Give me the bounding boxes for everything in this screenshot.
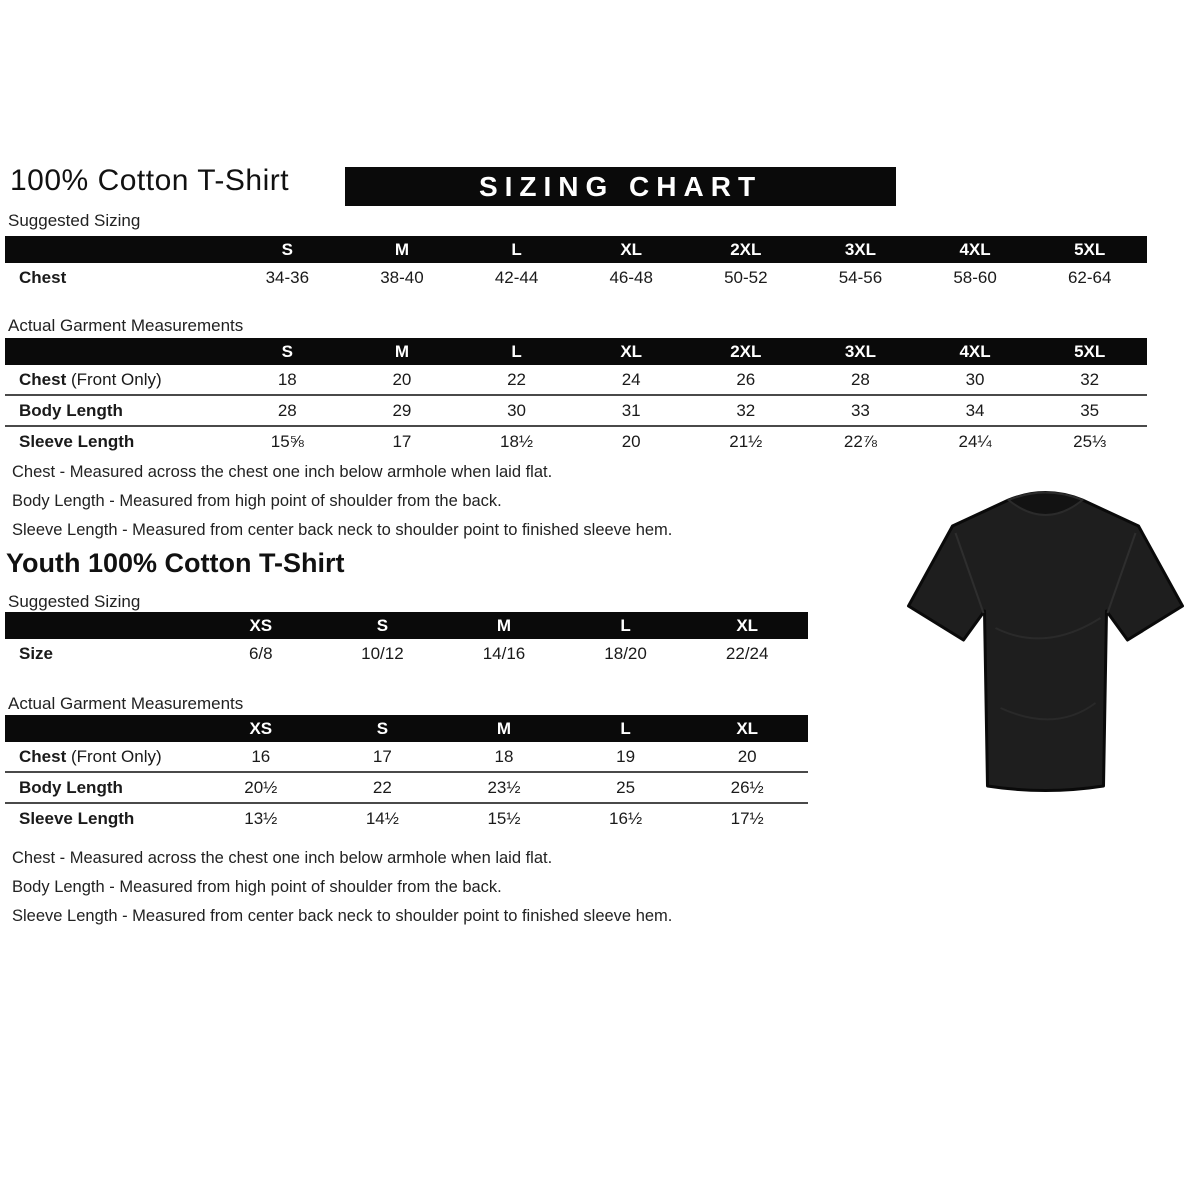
measurement-cell: 32 — [1080, 369, 1100, 389]
note-chest: Chest - Measured across the chest one inch below armhole when laid flat. — [12, 463, 553, 481]
measurement-cell: 18/20 — [604, 643, 647, 663]
size-column-header: S — [322, 715, 444, 742]
measurement-cell: 15⅝ — [230, 426, 345, 456]
measurement-cell: 15½ — [443, 803, 565, 833]
measurement-cell: 22/24 — [725, 643, 769, 663]
measurement-cell: 50-52 — [724, 267, 768, 287]
size-column-header: M — [345, 338, 460, 365]
table-corner-cell — [5, 338, 230, 365]
measurement-cell: 22 — [507, 369, 527, 389]
measurement-cell: 18 — [277, 369, 297, 389]
measurement-cell: 10/12 — [361, 643, 404, 663]
adult-suggested-sizing-label: Suggested Sizing — [8, 211, 141, 230]
measurement-cell: 26½ — [686, 772, 808, 803]
measurement-cell: 18 — [494, 746, 514, 766]
measurement-cell: 46-48 — [609, 267, 653, 287]
size-column-header: XL — [574, 338, 689, 365]
measurement-cell: 34-36 — [265, 267, 310, 287]
size-column-header: S — [322, 612, 444, 639]
measurement-cell: 38-40 — [380, 267, 424, 287]
measurement-cell: 30 — [459, 395, 574, 426]
adult-suggested-sizing-table — [5, 236, 1147, 292]
size-column-header: XS — [200, 612, 322, 639]
measurement-cell: 20 — [574, 426, 689, 456]
row-label: Sleeve Length — [5, 426, 230, 456]
measurement-cell: 16½ — [565, 803, 687, 833]
measurement-cell: 25⅓ — [1032, 426, 1147, 456]
table-row — [5, 263, 1147, 292]
measurement-cell: 26 — [736, 369, 756, 389]
measurement-cell: 17½ — [686, 803, 808, 833]
measurement-cell: 20 — [737, 746, 757, 766]
measurement-cell: 33 — [803, 395, 918, 426]
adult-garment-measurements-table — [5, 338, 1147, 456]
youth-suggested-sizing-label: Suggested Sizing — [8, 592, 141, 611]
measurement-cell: 42-44 — [494, 267, 539, 287]
tshirt-body-shape — [909, 493, 1183, 791]
size-column-header: L — [459, 338, 574, 365]
table-row — [5, 772, 808, 803]
row-label: Chest (Front Only) — [19, 369, 162, 389]
measurement-cell: 54-56 — [838, 267, 883, 287]
table-row — [5, 426, 1147, 456]
table-header-row — [5, 338, 1147, 365]
measurement-cell: 20 — [392, 369, 412, 389]
size-column-header: 2XL — [689, 338, 804, 365]
measurement-cell: 20½ — [200, 772, 322, 803]
youth-garment-measurements-label: Actual Garment Measurements — [8, 694, 244, 713]
size-column-header: L — [459, 236, 574, 263]
size-column-header: XL — [686, 612, 808, 639]
measurement-cell: 6/8 — [248, 643, 273, 663]
youth-garment-measurements-table — [5, 715, 808, 833]
note-chest: Chest - Measured across the chest one inch below armhole when laid flat. — [12, 849, 553, 867]
size-column-header: 4XL — [918, 338, 1033, 365]
size-column-header: 3XL — [803, 338, 918, 365]
size-column-header: L — [565, 612, 687, 639]
measurement-cell: 17 — [372, 746, 392, 766]
size-column-header: 4XL — [918, 236, 1033, 263]
measurement-cell: 35 — [1032, 395, 1147, 426]
row-label: Size — [19, 643, 54, 663]
measurement-cell: 24 — [621, 369, 641, 389]
measurement-cell: 14/16 — [482, 643, 526, 663]
size-column-header: XS — [200, 715, 322, 742]
note-sleeve-length: Sleeve Length - Measured from center back neck to shoulder point to finished sleeve hem. — [12, 521, 673, 539]
measurement-cell: 17 — [345, 426, 460, 456]
youth-suggested-sizing-table — [5, 612, 808, 668]
note-body-length: Body Length - Measured from high point of shoulder from the back. — [12, 878, 502, 896]
row-label: Body Length — [5, 772, 200, 803]
size-column-header: M — [443, 612, 565, 639]
measurement-cell: 18½ — [459, 426, 574, 456]
measurement-cell: 30 — [965, 369, 985, 389]
adult-measurement-notes — [12, 458, 672, 545]
row-label: Chest (Front Only) — [19, 746, 162, 766]
adult-section-title: 100% Cotton T-Shirt — [10, 164, 290, 197]
note-sleeve-length: Sleeve Length - Measured from center back neck to shoulder point to finished sleeve hem. — [12, 907, 673, 925]
table-row — [5, 365, 1147, 395]
size-column-header: S — [230, 338, 345, 365]
table-corner-cell — [5, 612, 200, 639]
measurement-cell: 25 — [565, 772, 687, 803]
row-label: Sleeve Length — [5, 803, 200, 833]
table-corner-cell — [5, 236, 230, 263]
size-column-header: 5XL — [1032, 338, 1147, 365]
measurement-cell: 22⅞ — [803, 426, 918, 456]
measurement-cell: 32 — [689, 395, 804, 426]
tshirt-product-image — [893, 478, 1198, 808]
measurement-cell: 13½ — [200, 803, 322, 833]
table-row — [5, 395, 1147, 426]
table-header-row — [5, 236, 1147, 263]
measurement-cell: 23½ — [443, 772, 565, 803]
measurement-cell: 62-64 — [1067, 267, 1112, 287]
table-header-row — [5, 612, 808, 639]
measurement-cell: 31 — [574, 395, 689, 426]
youth-section-title: Youth 100% Cotton T-Shirt — [6, 548, 345, 578]
table-corner-cell — [5, 715, 200, 742]
size-column-header: S — [230, 236, 345, 263]
measurement-cell: 14½ — [322, 803, 444, 833]
note-body-length: Body Length - Measured from high point of shoulder from the back. — [12, 492, 502, 510]
table-header-row — [5, 715, 808, 742]
table-row — [5, 803, 808, 833]
measurement-cell: 28 — [230, 395, 345, 426]
size-column-header: L — [565, 715, 687, 742]
measurement-cell: 28 — [850, 369, 870, 389]
measurement-cell: 16 — [251, 746, 271, 766]
sizing-chart-banner: SIZING CHART — [345, 167, 896, 206]
measurement-cell: 58-60 — [953, 267, 997, 287]
table-row — [5, 639, 808, 668]
row-label: Body Length — [5, 395, 230, 426]
measurement-cell: 29 — [345, 395, 460, 426]
size-column-header: XL — [574, 236, 689, 263]
size-column-header: M — [345, 236, 460, 263]
size-column-header: 2XL — [689, 236, 804, 263]
size-column-header: 5XL — [1032, 236, 1147, 263]
size-column-header: M — [443, 715, 565, 742]
measurement-cell: 19 — [616, 746, 636, 766]
measurement-cell: 21½ — [689, 426, 804, 456]
size-column-header: 3XL — [803, 236, 918, 263]
size-column-header: XL — [686, 715, 808, 742]
measurement-cell: 22 — [322, 772, 444, 803]
adult-garment-measurements-label: Actual Garment Measurements — [8, 316, 244, 335]
measurement-cell: 24¼ — [918, 426, 1033, 456]
youth-measurement-notes — [12, 844, 672, 931]
table-row — [5, 742, 808, 772]
measurement-cell: 34 — [918, 395, 1033, 426]
row-label: Chest — [19, 267, 67, 287]
